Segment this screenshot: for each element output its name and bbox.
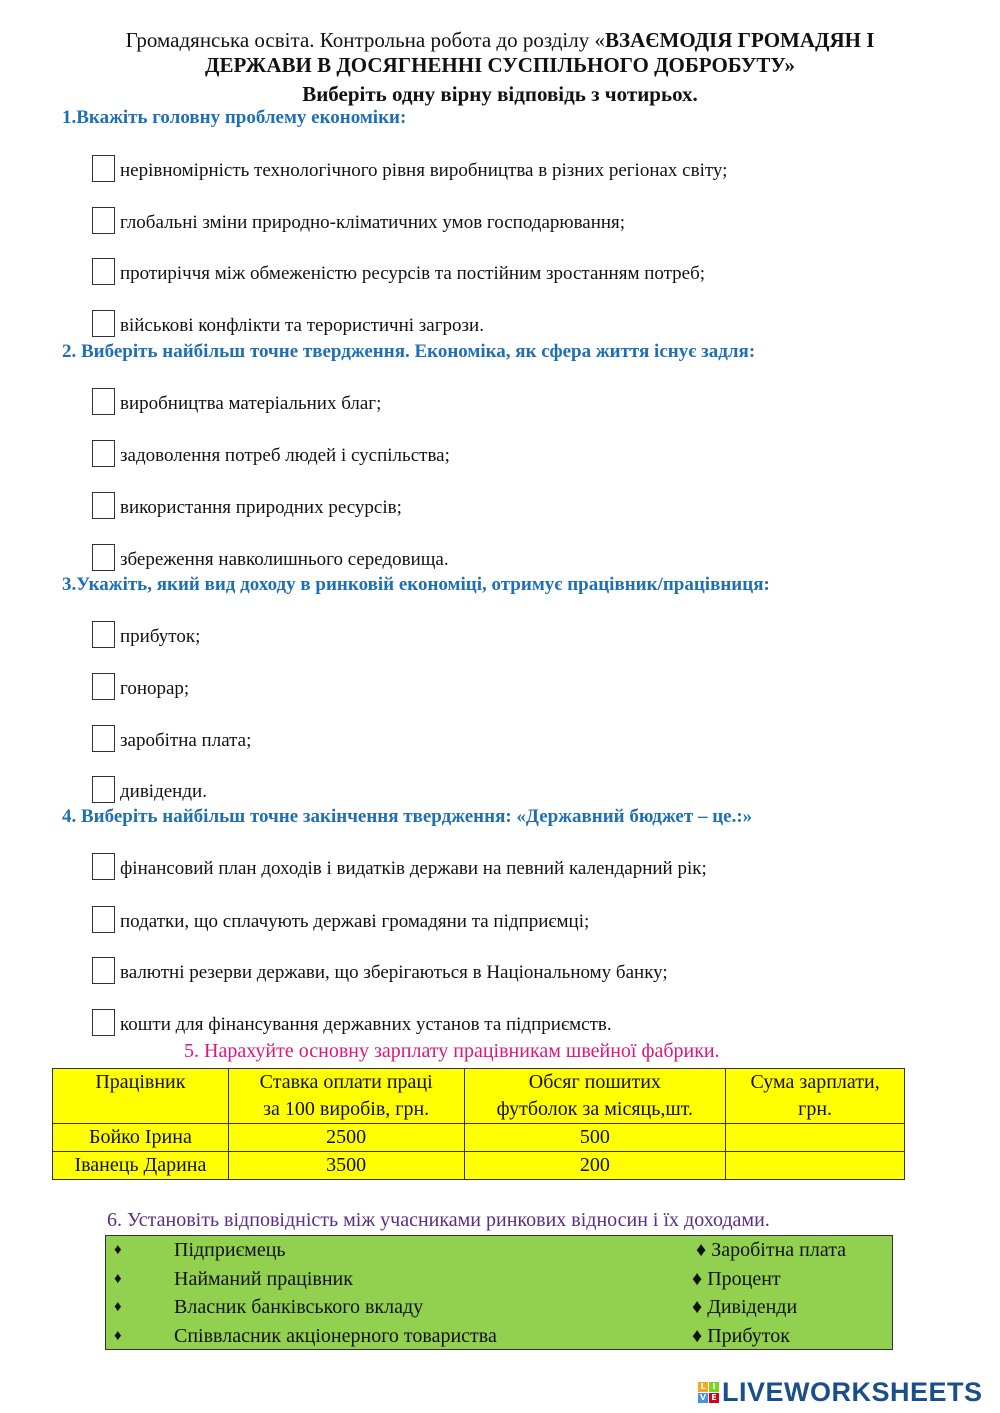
checkbox[interactable] bbox=[92, 673, 115, 700]
logo-mark-letter: I bbox=[709, 1382, 719, 1392]
page-title-line-1 bbox=[0, 28, 1000, 52]
logo-mark-letter: V bbox=[699, 1392, 707, 1402]
rate-value: 2500 bbox=[228, 1124, 464, 1152]
checkbox[interactable] bbox=[92, 725, 115, 752]
income-item[interactable]: ♦ Дивіденди bbox=[692, 1296, 798, 1318]
match-row bbox=[106, 1236, 892, 1265]
question-1-option-4[interactable] bbox=[92, 305, 484, 337]
question-2-option-4[interactable] bbox=[92, 539, 449, 571]
participant-item[interactable]: Співвласник акціонерного товариства bbox=[174, 1325, 497, 1347]
header-text: футболок за місяць,шт. bbox=[496, 1098, 693, 1120]
checkbox[interactable] bbox=[92, 155, 115, 182]
checkbox[interactable] bbox=[92, 544, 115, 571]
column-header-rate bbox=[228, 1069, 464, 1124]
option-label: заробітна плата; bbox=[120, 730, 252, 751]
header-text: Працівник bbox=[95, 1071, 186, 1093]
option-label: збереження навколишнього середовища. bbox=[120, 549, 449, 570]
table-row bbox=[53, 1124, 905, 1152]
table-header-row bbox=[53, 1069, 905, 1124]
question-1-option-1[interactable] bbox=[92, 150, 727, 182]
checkbox[interactable] bbox=[92, 440, 115, 467]
column-header-volume bbox=[464, 1069, 726, 1124]
option-label: використання природних ресурсів; bbox=[120, 497, 402, 518]
question-1-option-3[interactable] bbox=[92, 253, 705, 285]
header-text: Ставка оплати праці bbox=[259, 1071, 433, 1093]
title-prefix: Громадянська освіта. Контрольна робота до розділу « bbox=[125, 28, 605, 52]
question-4-option-3[interactable] bbox=[92, 952, 668, 984]
checkbox[interactable] bbox=[92, 258, 115, 285]
worker-name: Іванець Дарина bbox=[53, 1152, 229, 1180]
income-item[interactable]: ♦ Прибуток bbox=[692, 1325, 790, 1347]
sum-answer-input[interactable] bbox=[726, 1152, 905, 1180]
logo-text: LIVEWORKSHEETS bbox=[722, 1376, 983, 1407]
option-label: дивіденди. bbox=[120, 781, 207, 802]
question-3-option-2[interactable] bbox=[92, 668, 189, 700]
worker-name: Бойко Ірина bbox=[53, 1124, 229, 1152]
logo-mark-icon bbox=[698, 1382, 719, 1403]
question-3-option-3[interactable] bbox=[92, 720, 251, 752]
question-4-option-1[interactable] bbox=[92, 848, 707, 880]
checkbox[interactable] bbox=[92, 388, 115, 415]
table-row bbox=[53, 1152, 905, 1180]
question-3-option-4[interactable] bbox=[92, 771, 207, 803]
match-row bbox=[106, 1322, 892, 1351]
liveworksheets-logo bbox=[698, 1378, 983, 1406]
volume-value: 200 bbox=[464, 1152, 726, 1180]
checkbox[interactable] bbox=[92, 1009, 115, 1036]
checkbox[interactable] bbox=[92, 492, 115, 519]
participant-item[interactable]: Підприємець bbox=[174, 1239, 286, 1261]
checkbox[interactable] bbox=[92, 906, 115, 933]
question-4-option-2[interactable] bbox=[92, 901, 589, 933]
participant-item[interactable]: Власник банківського вкладу bbox=[174, 1296, 424, 1318]
option-label: нерівномірність технологічного рівня виробництва в різних регіонах світу; bbox=[120, 160, 728, 181]
checkbox[interactable] bbox=[92, 853, 115, 880]
checkbox[interactable] bbox=[92, 957, 115, 984]
instruction-text: Виберіть одну вірну відповідь з чотирьох. bbox=[302, 82, 698, 106]
question-3-option-1[interactable] bbox=[92, 616, 200, 648]
bullet-icon: ♦ bbox=[114, 1271, 122, 1287]
option-label: військові конфлікти та терористичні загрози. bbox=[120, 315, 484, 336]
matching-box bbox=[105, 1235, 893, 1350]
question-2-option-3[interactable] bbox=[92, 487, 402, 519]
rate-value: 3500 bbox=[228, 1152, 464, 1180]
page-title-line-2 bbox=[0, 53, 1000, 77]
header-text: Обсяг пошитих bbox=[528, 1071, 661, 1093]
checkbox[interactable] bbox=[92, 776, 115, 803]
column-header-sum bbox=[726, 1069, 905, 1124]
logo-mark-letter: E bbox=[709, 1393, 719, 1403]
income-item[interactable]: ♦ Заробітна плата bbox=[696, 1239, 847, 1261]
header-text: Сума зарплати, bbox=[750, 1071, 880, 1093]
match-row bbox=[106, 1293, 892, 1322]
volume-value: 500 bbox=[464, 1124, 726, 1152]
option-label: гонорар; bbox=[120, 678, 190, 699]
checkbox[interactable] bbox=[92, 207, 115, 234]
question-1-title: 1.Вкажіть головну проблему економіки: bbox=[62, 107, 407, 128]
option-label: валютні резерви держави, що зберігаються в Національному банку; bbox=[120, 962, 668, 983]
task-6-title: 6. Установіть відповідність між учасниками ринкових відносин і їх доходами. bbox=[107, 1209, 770, 1231]
question-1-option-2[interactable] bbox=[92, 202, 625, 234]
sum-answer-input[interactable] bbox=[726, 1124, 905, 1152]
checkbox[interactable] bbox=[92, 621, 115, 648]
option-label: фінансовий план доходів і видатків держави на певний календарний рік; bbox=[120, 858, 707, 879]
option-label: кошти для фінансування державних установ та підприємств. bbox=[120, 1014, 612, 1035]
header-text: за 100 виробів, грн. bbox=[263, 1098, 430, 1120]
bullet-icon: ♦ bbox=[114, 1299, 122, 1315]
option-label: задоволення потреб людей і суспільства; bbox=[120, 445, 450, 466]
match-row bbox=[106, 1265, 892, 1294]
title-bold-part-2: ДЕРЖАВИ В ДОСЯГНЕННІ СУСПІЛЬНОГО ДОБРОБУТУ» bbox=[205, 53, 795, 77]
question-4-option-4[interactable] bbox=[92, 1004, 612, 1036]
bullet-icon: ♦ bbox=[114, 1242, 122, 1258]
bullet-icon: ♦ bbox=[114, 1328, 122, 1344]
income-item[interactable]: ♦ Процент bbox=[692, 1268, 781, 1290]
question-2-option-2[interactable] bbox=[92, 435, 450, 467]
salary-table bbox=[52, 1068, 905, 1180]
question-3-title: 3.Укажіть, який вид доходу в ринковій економіці, отримує працівник/працівниця: bbox=[62, 574, 770, 595]
question-4-title: 4. Виберіть найбільш точне закінчення твердження: «Державний бюджет – це.:» bbox=[62, 806, 753, 827]
checkbox[interactable] bbox=[92, 310, 115, 337]
header-text: грн. bbox=[798, 1098, 833, 1120]
column-header-worker bbox=[53, 1069, 229, 1124]
option-label: виробництва матеріальних благ; bbox=[120, 393, 382, 414]
question-2-option-1[interactable] bbox=[92, 383, 381, 415]
option-label: протиріччя між обмеженістю ресурсів та постійним зростанням потреб; bbox=[120, 263, 706, 284]
participant-item[interactable]: Найманий працівник bbox=[174, 1268, 353, 1290]
task-5-title: 5. Нарахуйте основну зарплату працівникам швейної фабрики. bbox=[184, 1040, 720, 1062]
title-bold-part-1: ВЗАЄМОДІЯ ГРОМАДЯН І bbox=[605, 28, 875, 52]
option-label: податки, що сплачують державі громадяни та підприємці; bbox=[120, 911, 590, 932]
logo-mark-letter: L bbox=[698, 1382, 708, 1392]
instruction bbox=[0, 82, 1000, 106]
question-2-title: 2. Виберіть найбільш точне твердження. Економіка, як сфера життя існує задля: bbox=[62, 341, 756, 362]
option-label: глобальні зміни природно-кліматичних умов господарювання; bbox=[120, 212, 626, 233]
option-label: прибуток; bbox=[120, 626, 201, 647]
